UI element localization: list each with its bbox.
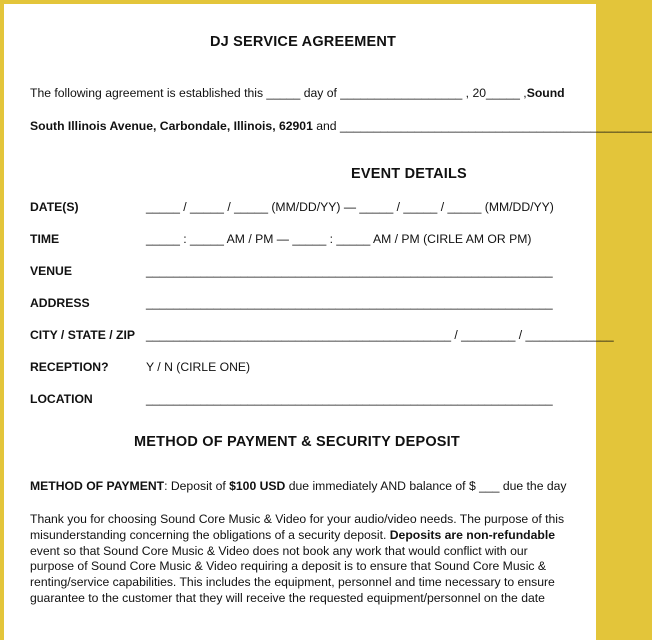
field-label-city-state-zip: CITY / STATE / ZIP xyxy=(30,328,135,342)
intro-text: The following agreement is established this _____ day of __________________ , 20_____ , xyxy=(30,86,527,100)
agreement-page xyxy=(4,4,652,640)
field-label-time: TIME xyxy=(30,232,60,246)
paragraph-line: event so that Sound Core Music & Video does not book any work that would conflict with our xyxy=(30,543,528,558)
paragraph-line: purpose of Sound Core Music & Video requiring a deposit is to ensure that Sound Core Music & xyxy=(30,559,547,574)
deposit-amount: $100 USD xyxy=(229,479,286,493)
document-title: DJ SERVICE AGREEMENT xyxy=(210,34,397,50)
payment-text-a: Deposit of xyxy=(167,479,230,493)
paragraph-line: renting/service capabilities. This includes the equipment, personnel and time necessary to ensure xyxy=(30,575,555,590)
field-blank-city-state-zip[interactable]: _____________________________________________ / ________ / _____________ xyxy=(146,328,614,342)
intro-line-2 xyxy=(30,119,652,133)
field-label-address: ADDRESS xyxy=(30,296,90,310)
deposit-paragraph xyxy=(30,512,570,607)
field-label-venue: VENUE xyxy=(30,264,72,278)
field-blank-venue[interactable]: ____________________________________________________________ xyxy=(146,264,553,278)
field-blank-dates[interactable]: _____ / _____ / _____ (MM/DD/YY) — _____ / _____ / _____ (MM/DD/YY) xyxy=(146,200,554,214)
field-blank-address[interactable]: ____________________________________________________________ xyxy=(146,296,553,310)
payment-text-b: due immediately AND balance of $ ___ due the day xyxy=(285,479,567,493)
intro-company-start: Sound xyxy=(526,86,565,100)
paragraph-line: guarantee to the customer that they will receive the requested equipment/personnel on the date xyxy=(30,590,545,605)
payment-colon: : xyxy=(164,479,168,493)
field-reception-choice[interactable]: Y / N (CIRLE ONE) xyxy=(146,360,251,374)
field-label-location: LOCATION xyxy=(30,392,93,406)
non-refundable-notice: Deposits are non-refundable xyxy=(389,527,555,542)
field-label-reception: RECEPTION? xyxy=(30,360,109,374)
field-blank-location[interactable]: ____________________________________________________________ xyxy=(146,392,553,406)
event-details-heading: EVENT DETAILS xyxy=(351,166,467,182)
payment-label: METHOD OF PAYMENT xyxy=(30,479,165,493)
intro-line-1 xyxy=(30,86,565,100)
paragraph-text: misunderstanding concerning the obligations of a security deposit. xyxy=(30,527,390,542)
payment-heading: METHOD OF PAYMENT & SECURITY DEPOSIT xyxy=(134,434,460,450)
intro-client-blank: and ______________________________________________ xyxy=(312,119,652,133)
paragraph-line xyxy=(30,528,570,544)
payment-line xyxy=(30,479,567,493)
company-address: South Illinois Avenue, Carbondale, Illinois, 62901 xyxy=(30,119,313,133)
paragraph-line: Thank you for choosing Sound Core Music & Video for your audio/video needs. The purpose of this xyxy=(30,512,565,526)
field-label-dates: DATE(S) xyxy=(30,200,79,214)
field-blank-time[interactable]: _____ : _____ AM / PM — _____ : _____ AM / PM (CIRLE AM OR PM) xyxy=(146,232,532,246)
